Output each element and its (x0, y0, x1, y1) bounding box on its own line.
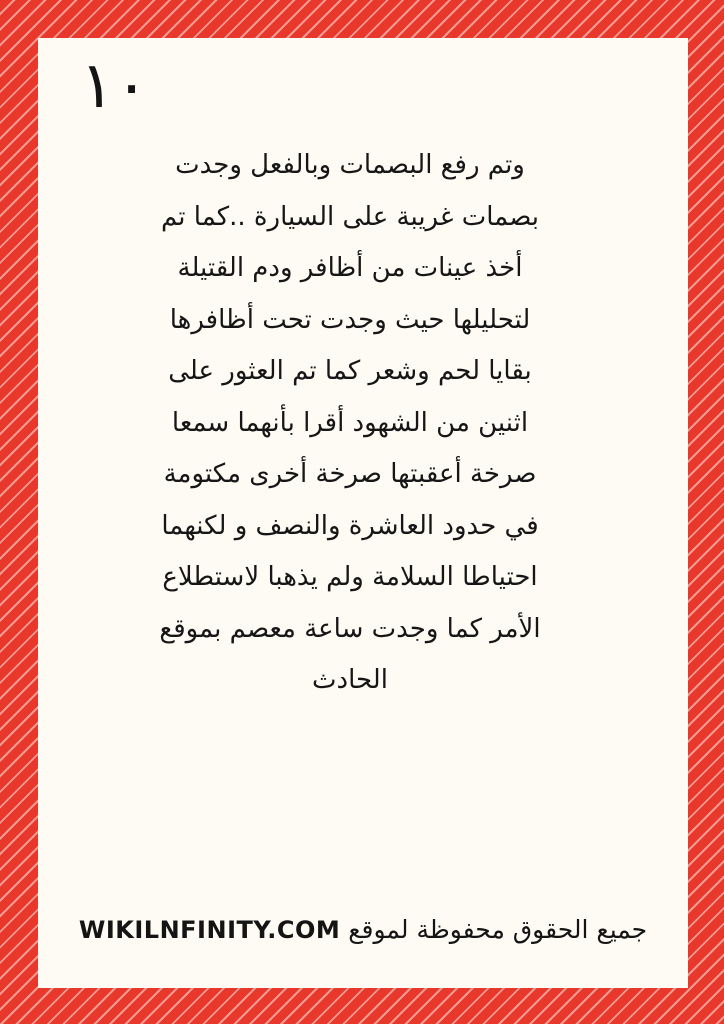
site-name: WIKILNFINITY.COM (78, 916, 341, 944)
story-line: بصمات غريبة على السيارة ..كما تم (161, 201, 539, 232)
story-line: لتحليلها حيث وجدت تحت أظافرها (169, 304, 531, 335)
page-number: ١٠ (80, 49, 149, 123)
story-line: في حدود العاشرة والنصف و لكنهما (161, 510, 539, 541)
story-line: الحادث (312, 665, 388, 695)
story-paragraph (100, 140, 600, 707)
story-line: الأمر كما وجدت ساعة معصم بموقع (159, 613, 541, 644)
story-line: بقايا لحم وشعر كما تم العثور على (168, 356, 532, 386)
story-line: اثنين من الشهود أقرا بأنهما سمعا (171, 407, 529, 438)
page-card (38, 38, 688, 988)
story-line: احتياطا السلامة ولم يذهبا لاستطلاع (162, 562, 538, 592)
story-line: وتم رفع البصمات وبالفعل وجدت (175, 150, 525, 180)
copyright-text: جميع الحقوق محفوظة لموقع (348, 915, 648, 944)
story-line: صرخة أعقبتها صرخة أخرى مكتومة (163, 459, 537, 489)
copyright-footer (68, 908, 658, 952)
story-line: أخذ عينات من أظافر ودم القتيلة (177, 253, 523, 283)
